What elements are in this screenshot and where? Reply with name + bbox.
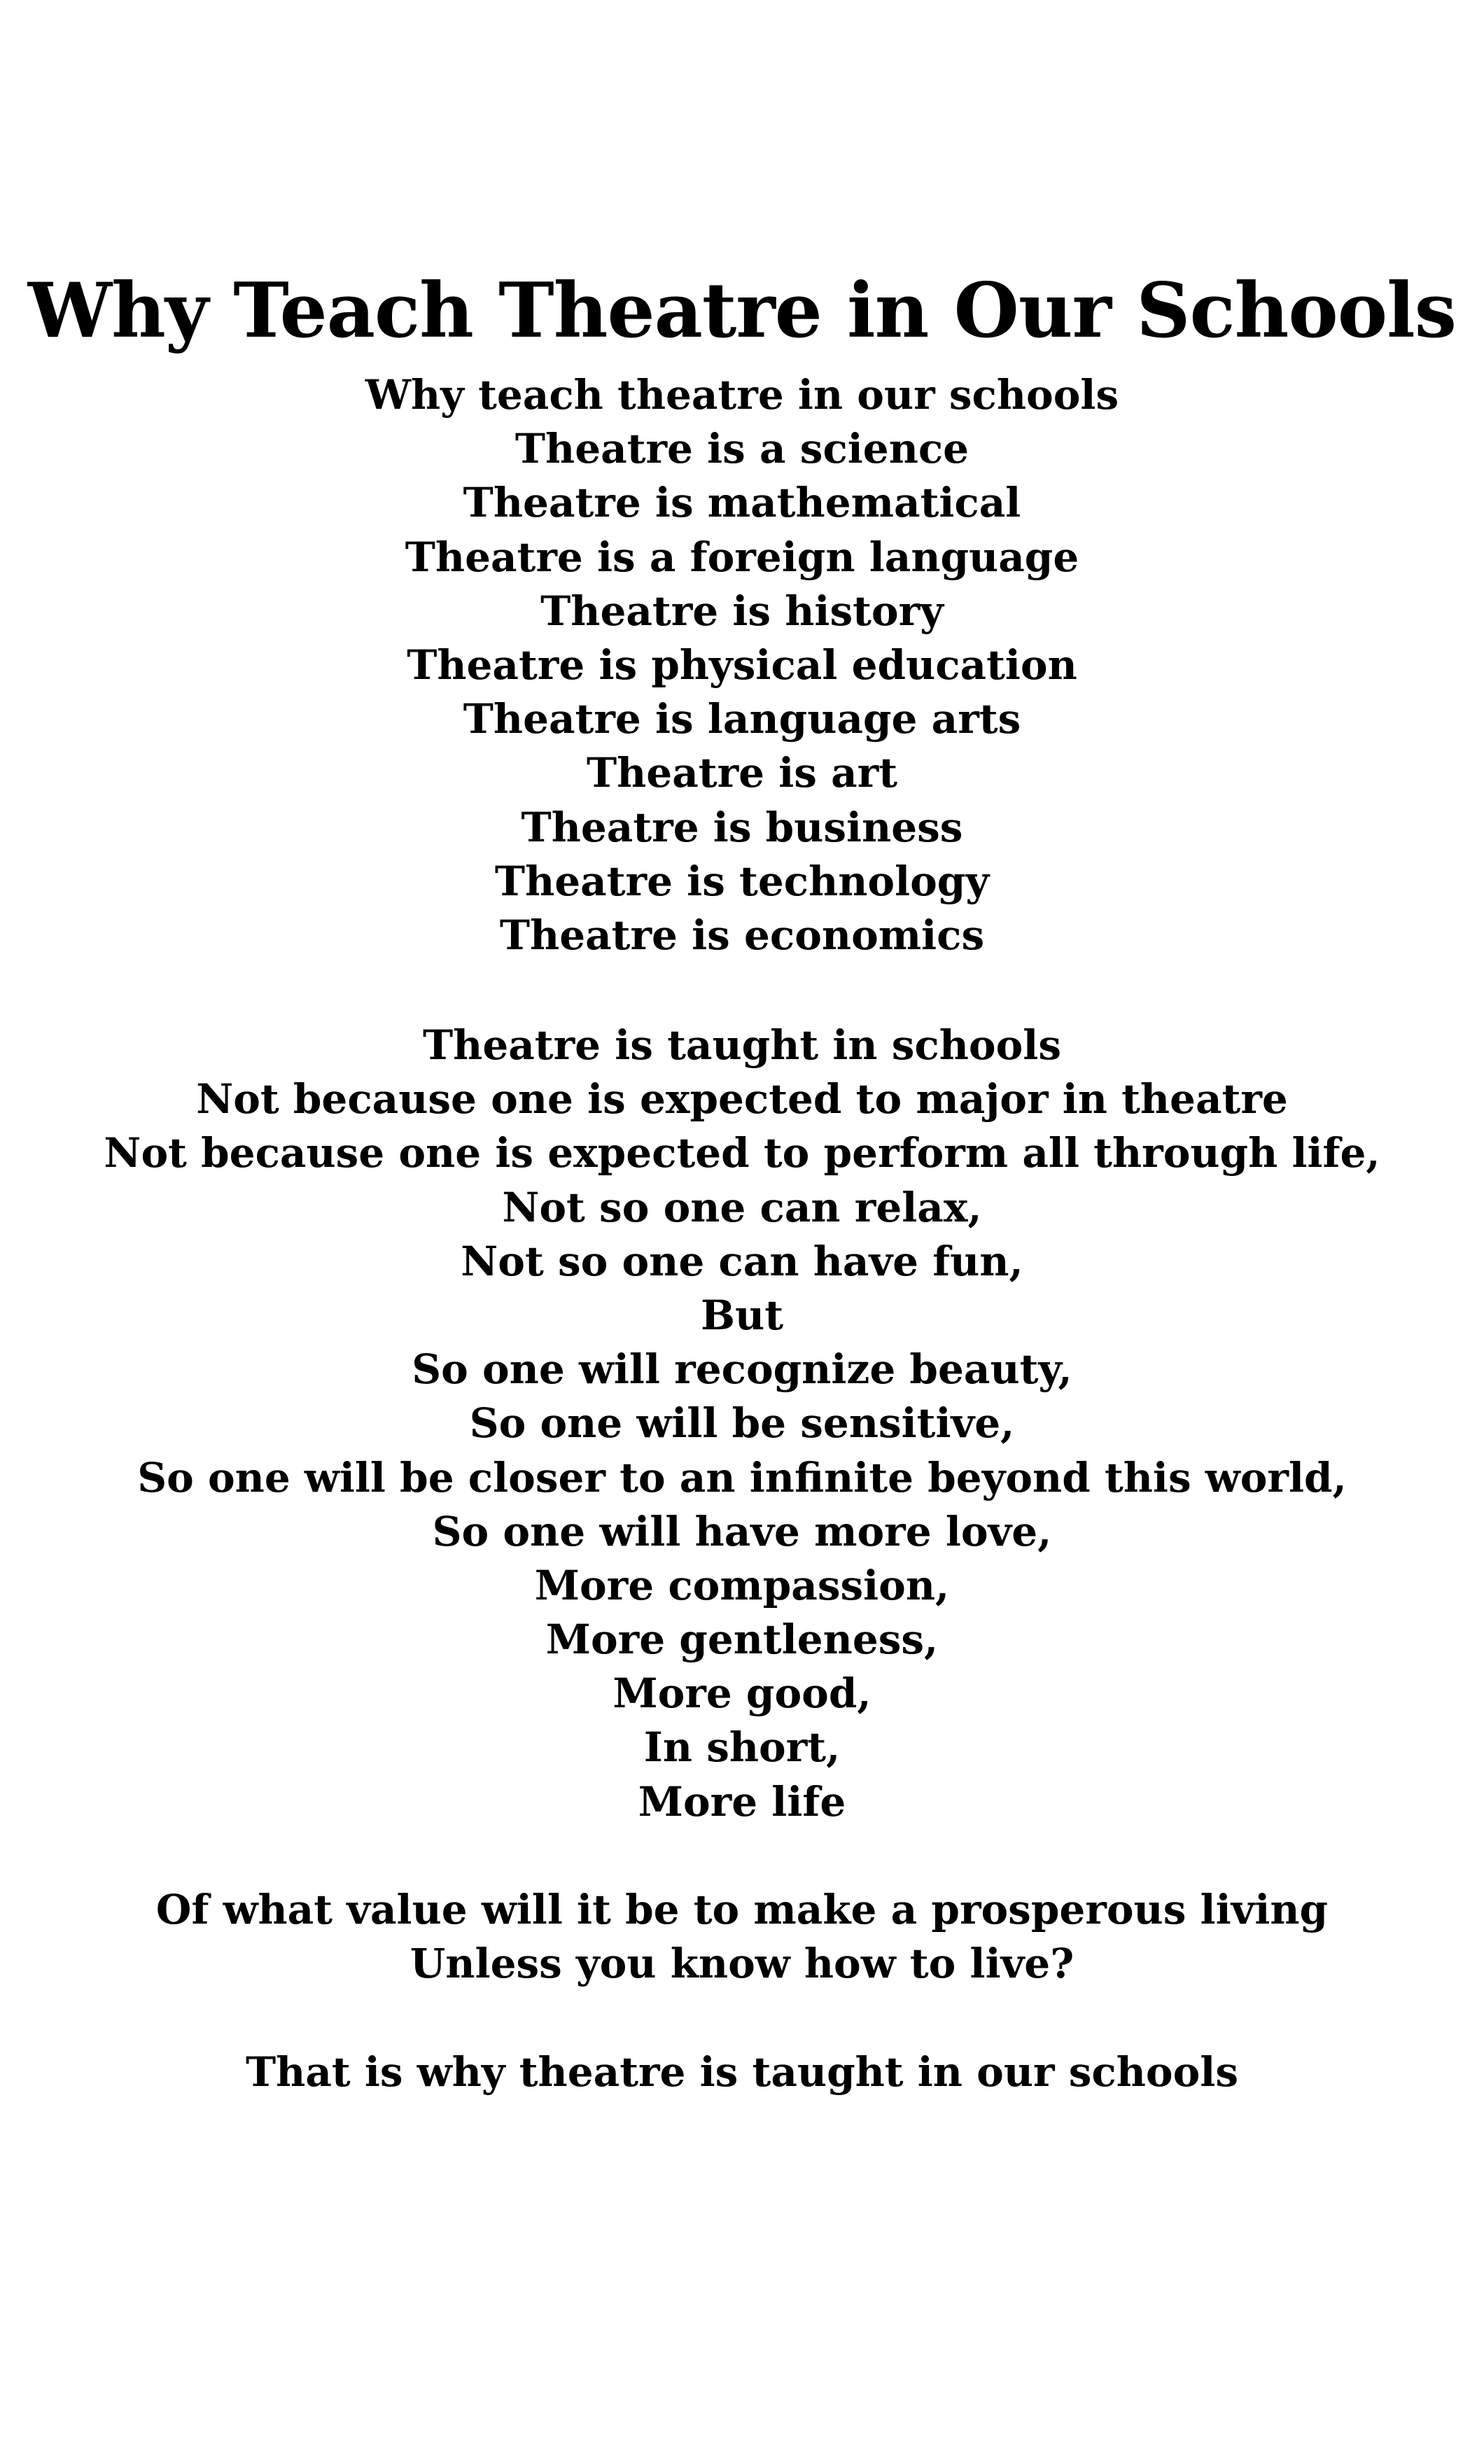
poem-line: Theatre is art <box>586 749 898 797</box>
poem-line: So one will have more love, <box>432 1507 1052 1555</box>
poem-line: Theatre is a foreign language <box>405 533 1079 581</box>
poem-line: So one will recognize beauty, <box>412 1345 1072 1394</box>
poem-line: Theatre is technology <box>494 857 990 905</box>
poem-line: So one will be sensitive, <box>469 1399 1015 1448</box>
poem-line: Theatre is economics <box>499 911 985 959</box>
poem-line: Theatre is business <box>521 803 963 851</box>
poem-line: More life <box>638 1777 846 1826</box>
stanza-2 <box>0 1018 1484 1829</box>
poem-line: Of what value will it be to make a prosperous living <box>155 1886 1329 1933</box>
poem-line: Theatre is a science <box>514 425 969 473</box>
stanza-1 <box>0 368 1484 962</box>
stanza-4 <box>0 2045 1484 2099</box>
poem-line: Theatre is physical education <box>407 640 1077 689</box>
poem-line: That is why theatre is taught in our schools <box>246 2048 1238 2096</box>
poem-line: More good, <box>612 1670 872 1718</box>
poem-line: Not because one is expected to major in theatre <box>196 1075 1288 1124</box>
poem-line: Theatre is history <box>540 587 944 635</box>
poem-line: Theatre is mathematical <box>463 479 1021 527</box>
poem-line: Not because one is expected to perform all through life, <box>104 1129 1380 1177</box>
poem-line: Not so one can relax, <box>502 1183 982 1231</box>
poem-line: More compassion, <box>534 1561 950 1609</box>
poem-line: Why teach theatre in our schools <box>365 371 1119 419</box>
poem-line: Theatre is taught in schools <box>423 1021 1061 1069</box>
stanza-3 <box>0 1883 1484 1991</box>
poem-line: But <box>701 1291 783 1339</box>
poem-line: Theatre is language arts <box>463 695 1021 743</box>
poem-line: More gentleness, <box>545 1616 939 1664</box>
poem-line: Unless you know how to live? <box>410 1940 1074 1988</box>
poem-line: So one will be closer to an infinite beyond this world, <box>137 1453 1347 1502</box>
poem-title: Why Teach Theatre in Our Schools <box>27 267 1456 356</box>
poem-line: In short, <box>643 1723 841 1772</box>
poem-line: Not so one can have fun, <box>461 1237 1023 1285</box>
